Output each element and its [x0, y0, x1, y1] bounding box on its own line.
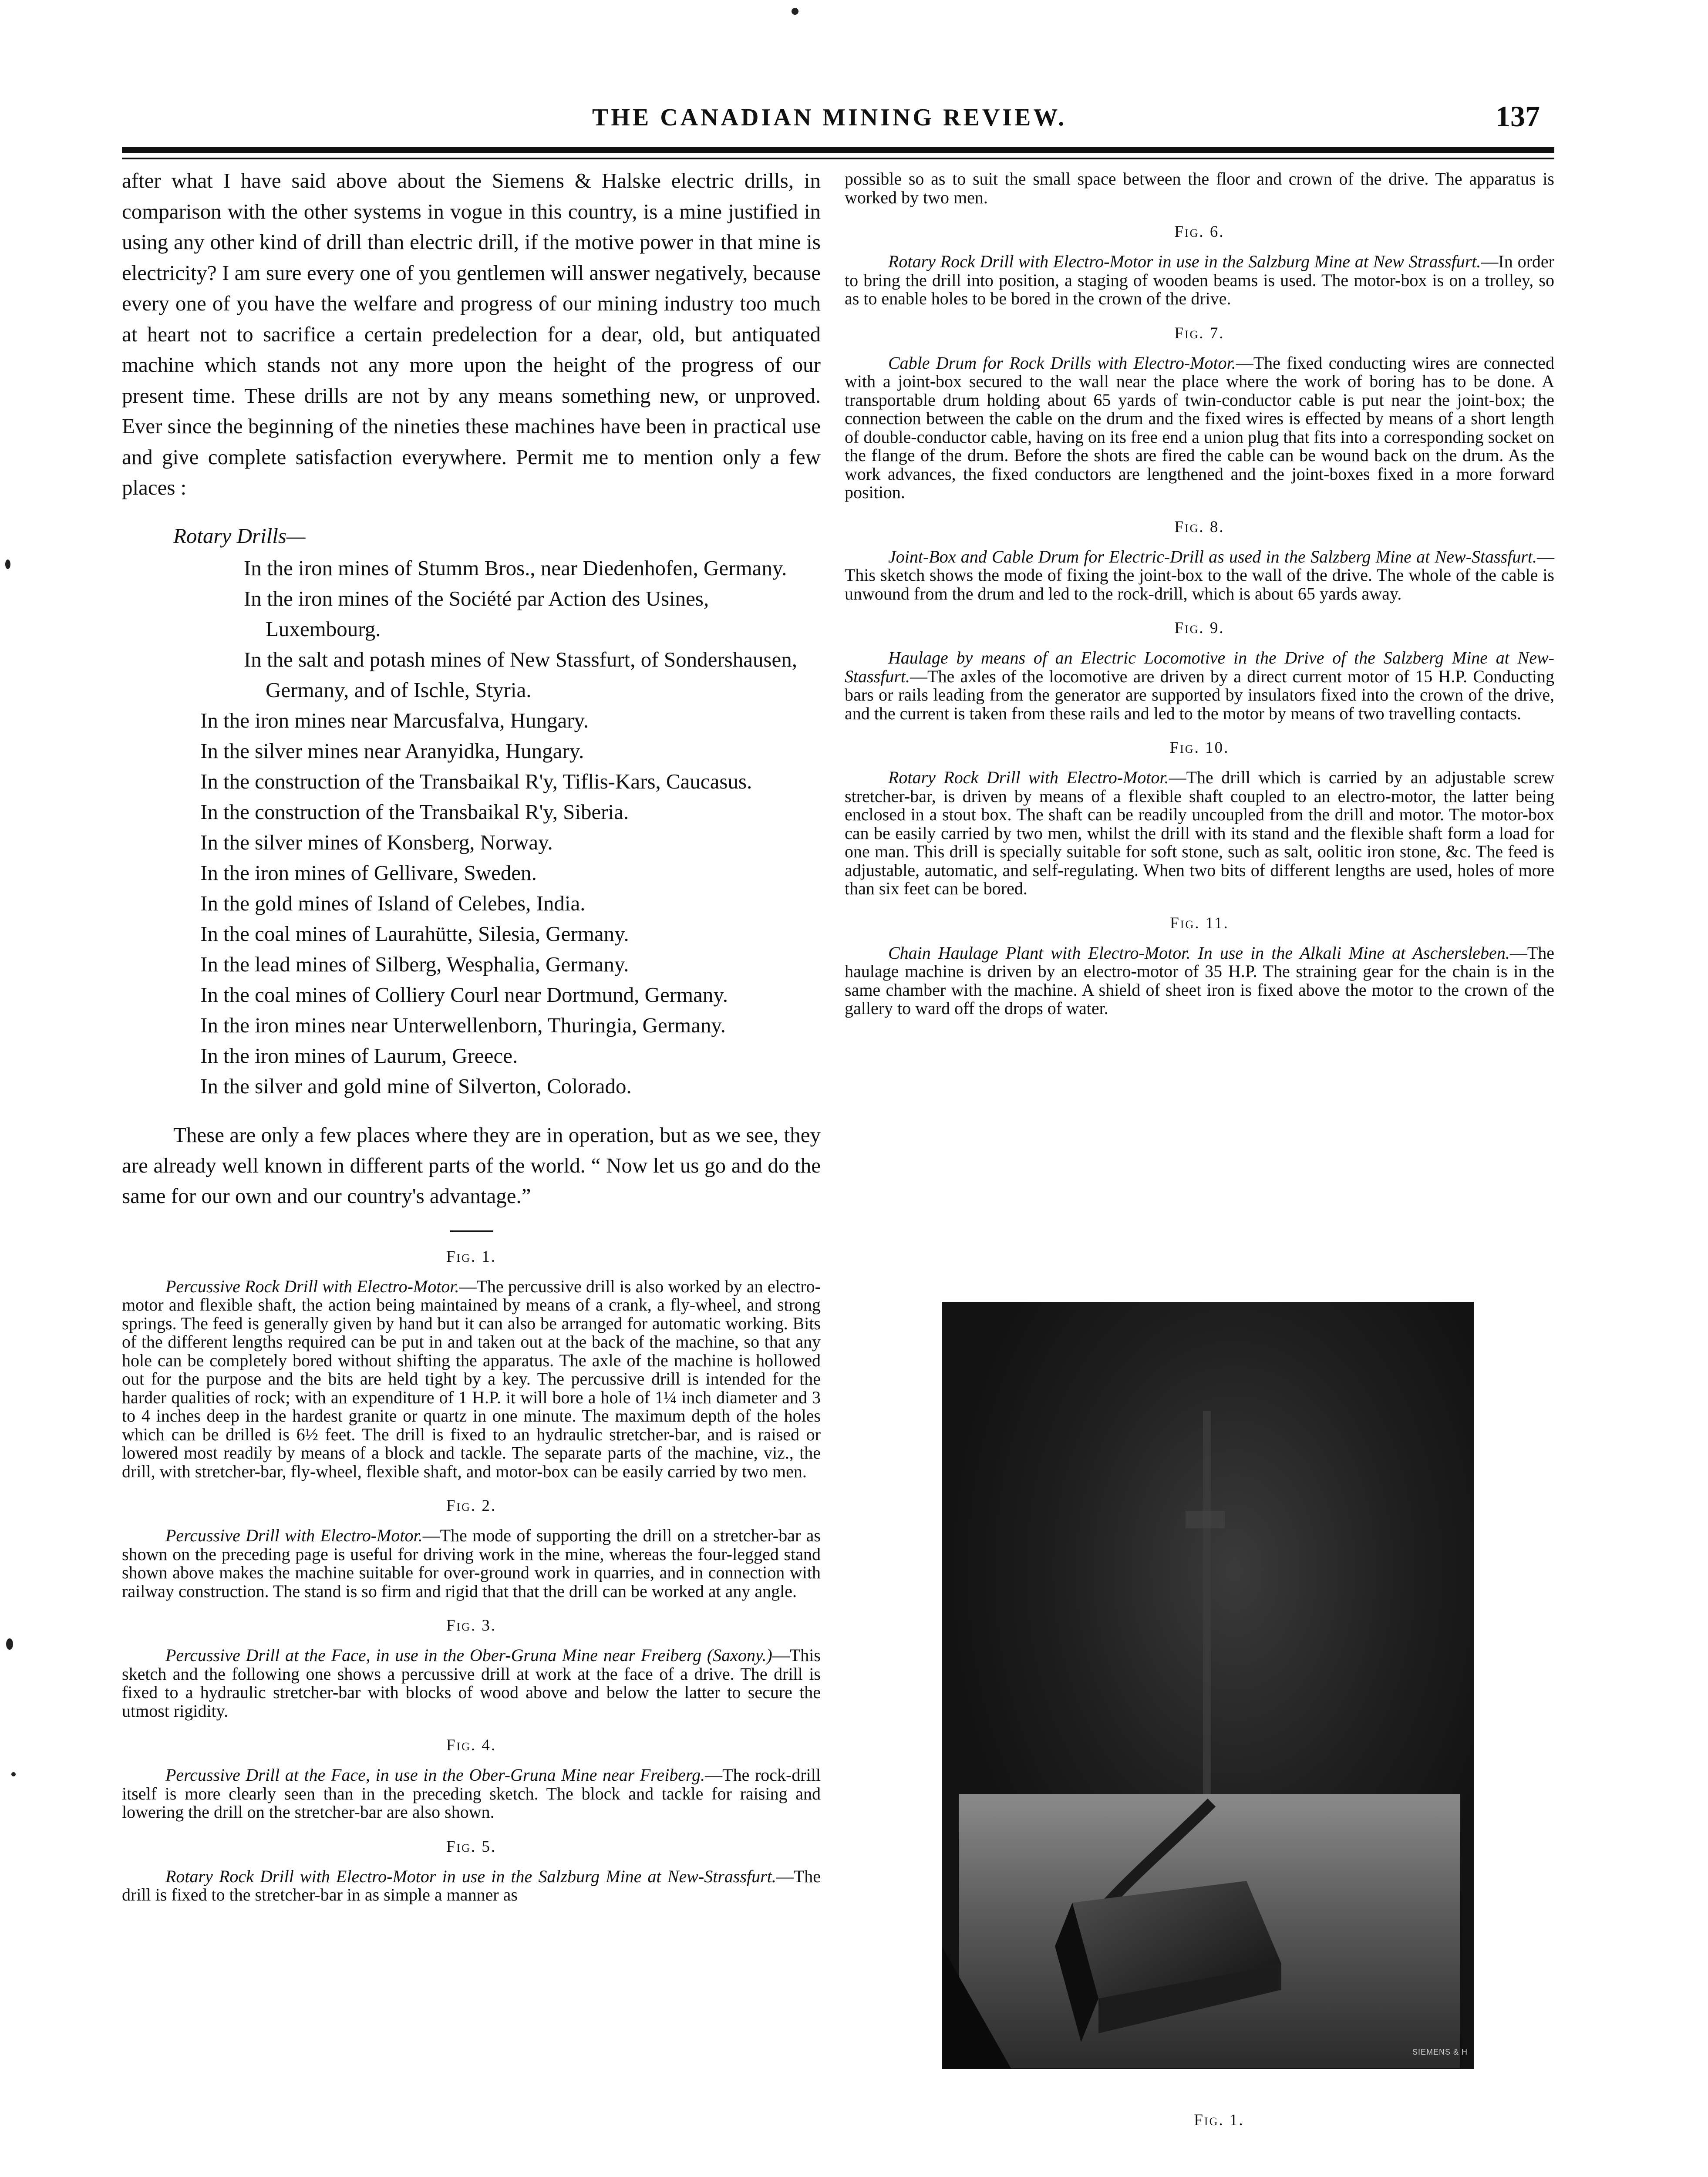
header-rule [122, 147, 1554, 153]
caption-title: Percussive Drill with Electro-Motor. [165, 1526, 423, 1545]
drill-photograph [942, 1302, 1474, 2069]
list-item: In the iron mines of Laurum, Greece. [200, 1043, 518, 1068]
caption-body: —The percussive drill is also worked by an electro-motor and flexible shaft, the action being maintained by means of a crank, a fly-wheel, and strong springs. The feed is generally given by hand but it can also be arranged for automatic working. Bits of the different lengths required can be put in and taken out at the back of the machine, so that any hole can be completely bored without shifting the apparatus. The axle of the machine is hollowed out for the purpose and the bits are held tight by a key. The percussive drill is intended for the harder qualities of rock; with an expenditure of 1 H.P. it will bore a hole of 1¼ inch diameter and 3 to 4 inches deep in the hardest granite or quartz in one minute. The maximum depth of the holes which can be drilled is 6½ feet. The drill is fixed to an hydraulic stretcher-bar, and is raised or lowered most readily by means of a block and tackle. The separate parts of the machine, viz., the drill, with stretcher-bar, fly-wheel, flexible shaft, and motor-box can be easily carried by two men. [122, 1276, 821, 1481]
caption-title: Chain Haulage Plant with Electro-Motor. In use in the Alkali Mine at Aschersleben. [888, 943, 1510, 963]
figure-label: Fig. 10. [1169, 739, 1230, 757]
figure-label: Fig. 3. [446, 1617, 497, 1634]
caption-body: —The fixed conducting wires are connected with a joint-box secured to the wall near the place where the work of boring has to be done. A transportable drum holding about 65 yards of twin-conductor cable is put near the joint-box; the connection between the cable on the drum and the fixed wires is effected by means of a short length of double-conductor cable, having on its free end a union plug that fits into a corresponding socket on the flange of the drum. Before the shots are fired the cable can be wound back on the drum. As the work advances, the fixed conductors are lengthened and the joint-boxes fixed in a more forward position. [845, 353, 1554, 502]
continued-caption: possible so as to suit the small space between the floor and crown of the drive. The apparatus is worked by two men. [845, 169, 1554, 207]
scan-mark [11, 1772, 16, 1776]
caption-text [845, 649, 1554, 723]
caption-title: Haulage by means of an Electric Locomotive in the Drive of the Salzberg Mine at New-Stassfurt. [845, 648, 1554, 686]
caption-title: Rotary Rock Drill with Electro-Motor in use in the Salzburg Mine at New Strassfurt. [888, 252, 1481, 271]
caption-body: —The mode of supporting the drill on a stretcher-bar as shown on the preceding page is useful for driving work in the mine, whereas the four-legged stand shown above makes the machine suitable for over-ground work in quarries, and in connection with railway construction. The stand is so firm and rigid that that the drill can be worked at any angle. [122, 1526, 821, 1601]
figure-label: Fig. 1. [446, 1247, 497, 1266]
list-item: In the iron mines of the Société par Action des Usines, Luxembourg. [244, 586, 709, 641]
running-head: THE CANADIAN MINING REVIEW. [592, 104, 1067, 131]
figure-caption [122, 1496, 821, 1601]
figure-label: Fig. 2. [446, 1497, 497, 1515]
plate-caption: Fig. 1. [1194, 2111, 1244, 2129]
list-item: In the construction of the Transbaikal R'y, Siberia. [200, 799, 629, 824]
figure-caption [845, 222, 1554, 308]
caption-body: —In order to bring the drill into position, a staging of wooden beams is used. The motor-box is on a trolley, so as to enable holes to be bored in the crown of the drive. [845, 252, 1554, 308]
caption-title: Percussive Drill at the Face, in use in the Ober-Gruna Mine near Freiberg (Saxony.) [165, 1645, 772, 1665]
list-item: In the iron mines of Gellivare, Sweden. [200, 860, 537, 885]
scan-mark [792, 8, 798, 15]
figure-caption [845, 914, 1554, 1018]
caption-title: Rotary Rock Drill with Electro-Motor. [888, 768, 1169, 787]
figure-label: Fig. 11. [1170, 914, 1229, 932]
header-rule-thin [122, 158, 1554, 159]
caption-title: Rotary Rock Drill with Electro-Motor in use in the Salzburg Mine at New-Strassfurt. [165, 1866, 776, 1886]
caption-body: —This sketch shows the mode of fixing the joint-box to the wall of the drive. The whole of the cable is unwound from the drum and led to the rock-drill, which is about 65 yards away. [845, 546, 1554, 603]
figure-label: Fig. 8. [1174, 518, 1225, 536]
scan-mark [5, 559, 10, 569]
figure-label: Fig. 7. [1174, 324, 1225, 342]
caption-text [845, 548, 1554, 603]
figure-caption [122, 1616, 821, 1720]
caption-text [845, 253, 1554, 308]
page-number: 137 [1496, 100, 1540, 133]
figure-label: Fig. 5. [446, 1837, 497, 1856]
caption-text [122, 1646, 821, 1720]
figure-caption [122, 1247, 821, 1481]
caption-title: Percussive Rock Drill with Electro-Motor. [165, 1276, 459, 1296]
plate-credit: SIEMENS & H [1412, 2048, 1468, 2056]
figure-caption [122, 1736, 821, 1822]
list-heading: Rotary Drills— [173, 523, 306, 548]
caption-text [122, 1527, 821, 1601]
caption-body: —The drill is fixed to the stretcher-bar in as simple a manner as [122, 1866, 821, 1904]
photo-plate [942, 1302, 1474, 2069]
caption-body: —This sketch and the following one shows a percussive drill at work at the face of a drive. The drill is fixed to a hydraulic stretcher-bar with blocks of wood above and below the latter to secure the utmost rigidity. [122, 1645, 821, 1721]
list-item: In the construction of the Transbaikal R'y, Tiflis-Kars, Caucasus. [200, 769, 752, 793]
list-item: In the iron mines near Unterwellenborn, Thuringia, Germany. [200, 1013, 726, 1037]
figure-caption [845, 619, 1554, 723]
caption-text [122, 1277, 821, 1481]
caption-title: Percussive Drill at the Face, in use in the Ober-Gruna Mine near Freiberg. [165, 1765, 705, 1785]
caption-text [122, 1766, 821, 1822]
caption-body: —The rock-drill itself is more clearly seen than in the preceding sketch. The block and tackle for raising and lowering the drill on the stretcher-bar are also shown. [122, 1765, 821, 1822]
caption-text [845, 354, 1554, 502]
section-divider [450, 1230, 493, 1232]
caption-body: —The drill which is carried by an adjustable screw stretcher-bar, is driven by means of a flexible shaft coupled to an electro-motor, the latter being enclosed in a stout box. The shaft can be readily uncoupled from the drill and motor. The motor-box can be easily carried by two men, whilst the drill with its stand and the flexible shaft form a load for one man. This drill is specially suitable for soft stone, such as salt, oolitic iron stone, &c. The feed is adjustable, automatic, and self-regulating. When two bits of different lengths are used, holes of more than six feet can be bored. [845, 768, 1554, 898]
figure-label: Fig. 9. [1174, 619, 1225, 637]
caption-text [122, 1867, 821, 1904]
intro-paragraph: after what I have said above about the Siemens & Halske electric drills, in comparison with the other systems in vogue in this country, is a mine justified in using any other kind of drill than electric drill, if the motive power in that mine is electricity? I am sure every one of you gentlemen will answer negatively, because every one of you have the welfare and progress of our mining industry too much at heart not to sacrifice a certain predelection for a dear, old, but antiquated machine which stands not any more upon the height of the progress of our present time. These drills are not by any means something new, or unproved. Ever since the beginning of the nineties these machines have been in practical use and give complete satisfaction everywhere. Permit me to mention only a few places : [122, 168, 821, 499]
scan-mark [6, 1638, 13, 1650]
caption-text [845, 944, 1554, 1018]
left-column [122, 165, 821, 1904]
list-item: In the iron mines of Stumm Bros., near Diedenhofen, Germany. [244, 556, 787, 580]
list-item: In the silver mines of Konsberg, Norway. [200, 830, 553, 854]
caption-text [845, 768, 1554, 898]
list-item: In the coal mines of Laurahütte, Silesia, Germany. [200, 921, 629, 946]
list-item: In the coal mines of Colliery Courl near Dortmund, Germany. [200, 982, 728, 1007]
list-item: In the iron mines near Marcusfalva, Hungary. [200, 708, 589, 732]
right-column [845, 170, 1554, 1018]
closing-paragraph: These are only a few places where they are in operation, but as we see, they are already well known in different parts of the world. “ Now let us go and do the same for our own and our country's advantage.” [122, 1122, 821, 1208]
caption-body: —The haulage machine is driven by an electro-motor of 35 H.P. The straining gear for the chain is in the same chamber with the machine. A shield of sheet iron is fixed above the motor to the crown of the gallery to ward off the drops of water. [845, 943, 1554, 1018]
figure-label: Fig. 6. [1174, 223, 1225, 241]
caption-body: —The axles of the locomotive are driven by a direct current motor of 15 H.P. Conducting bars or rails leading from the generator are supported by insulators fixed into the crown of the drive, and the current is taken from these rails and led to the motor by means of two travelling contacts. [845, 666, 1554, 723]
places-list [122, 553, 821, 1102]
caption-title: Cable Drum for Rock Drills with Electro-Motor. [888, 353, 1236, 373]
list-item: In the silver mines near Aranyidka, Hungary. [200, 738, 584, 763]
list-item: In the silver and gold mine of Silverton, Colorado. [200, 1074, 632, 1098]
figure-label: Fig. 4. [446, 1736, 497, 1754]
list-item: In the gold mines of Island of Celebes, India. [200, 891, 586, 915]
list-item: In the lead mines of Silberg, Wesphalia, Germany. [200, 952, 629, 976]
figure-caption [845, 324, 1554, 502]
caption-title: Joint-Box and Cable Drum for Electric-Drill as used in the Salzberg Mine at New-Stassfurt. [888, 546, 1537, 566]
figure-caption [845, 518, 1554, 603]
figure-caption [122, 1837, 821, 1904]
list-item: In the salt and potash mines of New Stassfurt, of Sondershausen, Germany, and of Ischle, Styria. [244, 647, 798, 702]
figure-caption [845, 738, 1554, 898]
